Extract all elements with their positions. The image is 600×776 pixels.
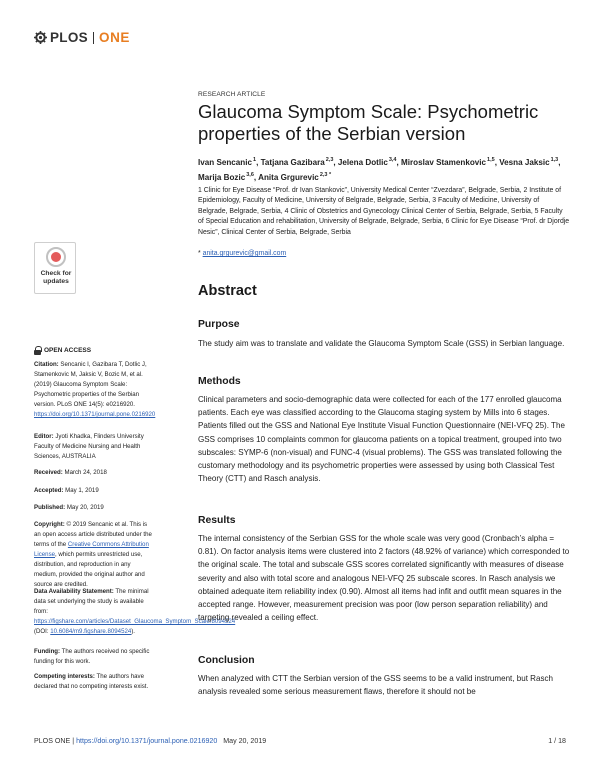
figshare-doi-link[interactable]: 10.6084/m9.figshare.8094524: [50, 628, 132, 635]
footer-doi-link[interactable]: https://doi.org/10.1371/journal.pone.0216920: [76, 737, 218, 745]
affiliations: [198, 186, 570, 238]
copyright-text-2: , which permits unrestricted use, distribution, and reproduction in any medium, provided the original author and source are credited.: [34, 551, 145, 588]
published-date: May 20, 2019: [66, 504, 104, 511]
author-affil-sup: 1,3: [550, 157, 559, 163]
copyright-text-1: © 2019 Sencanic et al. This is an open access article distributed under the terms of the: [34, 521, 152, 548]
corresponding-email: [198, 250, 286, 257]
funding-block: [34, 647, 154, 667]
conclusion-heading: Conclusion: [198, 655, 255, 666]
results-heading: Results: [198, 515, 236, 526]
data-availability-label: Data Availability Statement:: [34, 588, 114, 595]
article-title: Glaucoma Symptom Scale: Psychometric properties of the Serbian version: [198, 101, 539, 144]
citation-doi-link[interactable]: https://doi.org/10.1371/journal.pone.0216920: [34, 411, 156, 418]
published-label: Published:: [34, 504, 66, 511]
conclusion-text: When analyzed with CTT the Serbian version of the GSS seems to be a valid instrument, but Rasch analysis revealed some serious measurement flaws, therefore it should not be: [198, 674, 553, 697]
competing-interests-block: [34, 672, 154, 692]
author-affil-sup: 1,5: [487, 157, 495, 163]
author-affil-sup: 1: [253, 157, 257, 163]
editor-block: [34, 432, 154, 462]
methods-heading: Methods: [198, 376, 241, 387]
author-list: Ivan Sencanic$^1$, Tatjana Gazibara$^{2,3}$, Jelena Dotlic$^{3,4}$, Miroslav Stamenkovic$^{1,5}$, Vesna Jaksic$^{1,3}$, Marija Bozic$^{3,6}$, Anita Grgurevic$^{2,3 *}$: [198, 157, 561, 182]
figshare-dataset-link[interactable]: https://figshare.com/articles/Dataset_Glaucoma_Symptom_Scale/8094524: [34, 618, 236, 625]
check-updates-label: Check for updates: [40, 270, 72, 285]
author-name: Miroslav Stamenkovic: [401, 158, 487, 167]
accepted-date: May 1, 2019: [65, 487, 99, 494]
footer-separator: |: [72, 737, 75, 745]
data-availability-block: [34, 587, 236, 637]
results-text: The internal consistency of the Serbian GSS for the whole scale was very good (Cronbach’s alpha = 0.81). On factor analysis items were clustered into 2 factors (48.92% of variance) which corresponded to the original scale. The total and subscale GSS scores correlated significantly with measures of disease severity and also with total score and analogous NEI-VFQ 25 subscale scores. In Rasch analysis we obtained adequate item reliability index (0.90). Almost all items had infit and outfit mean squares in the accepted range. However, measurement precision was poor (low person separation reliability) and targeting revealed a ceiling effect.: [198, 534, 570, 623]
author-name: Marija Bozic: [198, 173, 246, 182]
editor-text: Jyoti Khadka, Flinders University Faculty of Medicine Nursing and Health Sciences, AUSTRALIA: [34, 433, 144, 460]
purpose-heading: Purpose: [198, 319, 240, 330]
citation-label: Citation:: [34, 361, 59, 368]
plos-one-logo[interactable]: [34, 30, 130, 45]
open-lock-icon: [34, 346, 41, 355]
article-type-label: RESEARCH ARTICLE: [198, 91, 266, 98]
author-affil-sup: 3,4: [388, 157, 397, 163]
author-name: Vesna Jaksic: [499, 158, 550, 167]
affiliation-text: 1 Clinic for Eye Disease “Prof. dr Ivan Stankovic”, University Medical Center “Zvezdara”, Belgrade, Serbia, 2 Institute of Epidemiology, Faculty of Medicine, University of Belgrade, Belgrade, Serbia, 3 Faculty of Medicine, University of Belgrade, Belgrade, Serbia, 4 Clinic of Obstetrics and Gynecology Clinical Center of Serbia, Belgrade, Serbia, 5 Faculty of Special Education and rehabilitation, University of Belgrade, Belgrade, Serbia, 6 Clinic for Eye Disease “Prof. dr Djordje Nesic”, Clinical Center of Serbia, Belgrade, Serbia: [198, 187, 570, 236]
check-for-updates-badge[interactable]: [34, 242, 76, 294]
logo-divider: [93, 32, 94, 44]
accepted-block: [34, 486, 154, 496]
footer-journal: PLOS ONE: [34, 737, 71, 745]
methods-text: Clinical parameters and socio-demographic data were collected for each of the 177 enrolled glaucoma patients. Each eye was classified according to the Glaucoma staging system by Mills into 6 stages. Patients filled out the GSS and National Eye Institute Visual Function Questionnaire (NEI-VFQ 25). The GSS comprises 10 complaints common for glaucoma patients on a topical treatment, grouped into two subscales: SYMP-6 (non-visual) and FUNC-4 (visual problems). The GSS was translated following the customary methodology and its psychometric properties were assessed by using both Classical Test Theory (CTT) and Rasch analysis.: [198, 395, 565, 484]
author-affil-sup: 2,3: [325, 157, 334, 163]
data-availability-text-1: The minimal data set underlying the study is available from:: [34, 588, 149, 615]
logo-brand-text: PLOS: [50, 30, 88, 45]
purpose-text: The study aim was to translate and validate the Glaucoma Symptom Scale (GSS) in Serbian language.: [198, 339, 565, 348]
email-marker: *: [198, 250, 201, 257]
data-availability-text-2: (DOI:: [34, 628, 49, 635]
email-link[interactable]: anita.grgurevic@gmail.com: [202, 250, 287, 257]
accepted-label: Accepted:: [34, 487, 64, 494]
editor-label: Editor:: [34, 433, 54, 440]
plos-logo-icon: [34, 31, 47, 44]
received-date: March 24, 2018: [64, 469, 107, 476]
author-name: Ivan Sencanic: [198, 158, 252, 167]
received-label: Received:: [34, 469, 63, 476]
author-name: Tatjana Gazibara: [260, 158, 325, 167]
citation-block: [34, 360, 154, 420]
funding-text: The authors received no specific funding for this work.: [34, 648, 150, 665]
cc-license-link[interactable]: Creative Commons Attribution License: [34, 541, 149, 558]
copyright-block: [34, 520, 154, 590]
competing-interests-label: Competing interests:: [34, 673, 95, 680]
check-updates-icon: [46, 247, 66, 267]
open-access-label: [34, 346, 91, 355]
author-affil-sup: 3,6: [246, 172, 254, 178]
competing-interests-text: The authors have declared that no competing interests exist.: [34, 673, 149, 690]
footer-date: May 20, 2019: [223, 737, 267, 745]
open-access-text: OPEN ACCESS: [44, 347, 92, 354]
page-number: 1 / 18: [548, 737, 566, 745]
published-block: [34, 503, 154, 513]
funding-label: Funding:: [34, 648, 61, 655]
author-name: Jelena Dotlic: [337, 158, 388, 167]
data-availability-text-3: ).: [131, 628, 135, 635]
footer-citation: [34, 737, 266, 745]
abstract-heading: Abstract: [198, 283, 257, 299]
received-block: [34, 468, 154, 478]
copyright-label: Copyright:: [34, 521, 65, 528]
logo-journal-text: ONE: [98, 30, 131, 45]
author-name: Anita Grgurevic: [258, 173, 319, 182]
citation-text: Sencanic I, Gazibara T, Dotlic J, Stamenkovic M, Jaksic V, Bozic M, et al. (2019) Glaucoma Symptom Scale: Psychometric properties of the Serbian version. PLoS ONE 14(5): e0216920.: [34, 361, 147, 408]
author-affil-sup: 2,3 *: [319, 172, 332, 178]
